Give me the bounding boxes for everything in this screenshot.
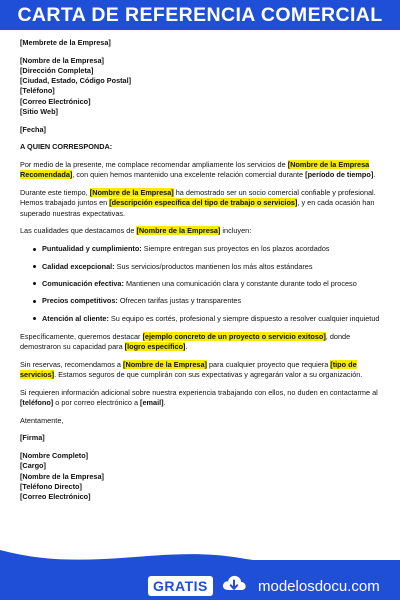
closing: Atentamente, [20, 415, 64, 425]
list-item [42, 296, 384, 306]
text-segment: , y en cada ocasión han superado nuestras expectativas. [20, 198, 375, 218]
bold-placeholder: [teléfono] [20, 397, 54, 407]
highlight-placeholder: [ejemplo concreto de un proyecto o servicio exitoso] [142, 331, 326, 341]
cloud-download-icon[interactable] [220, 570, 248, 598]
text-segment: Si requieren información adicional sobre nuestra experiencia trabajando con ellos, no duden en contactarme al [20, 387, 378, 397]
quality-text: Su equipo es cortés, profesional y siempre dispuesto a resolver cualquier inquietud [108, 313, 380, 323]
site-link[interactable]: modelosdocu.com [258, 578, 380, 595]
text-segment: o por correo electrónico a [53, 397, 141, 407]
text-segment: , con quien hemos mantenido una excelente relación comercial durante [72, 170, 306, 180]
quality-label: Puntualidad y cumplimiento: [42, 244, 142, 254]
highlight-placeholder: [descripción específica del tipo de trabajo o servicios] [109, 198, 298, 208]
highlight-placeholder: [Nombre de la Empresa] [89, 188, 174, 198]
signer-title: [Cargo] [20, 461, 46, 471]
qualities-list [20, 244, 384, 324]
quality-text: Ofrecen tarifas justas y transparentes [117, 296, 242, 306]
website-line: [Sitio Web] [20, 106, 58, 116]
text-segment: . [185, 341, 188, 351]
text-segment: Sin reservas, recomendamos a [20, 359, 124, 369]
company-name-line: [Nombre de la Empresa] [20, 55, 104, 65]
quality-text: Siempre entregan sus proyectos en los plazos acordados [141, 244, 330, 254]
bold-placeholder: [período de tiempo] [305, 170, 374, 180]
free-badge[interactable]: GRATIS [148, 576, 213, 596]
signature: [Firma] [20, 433, 45, 443]
title-banner [0, 0, 400, 30]
text-segment: incluyen: [220, 226, 252, 236]
list-item [42, 262, 384, 272]
list-item [42, 279, 384, 289]
date-line: [Fecha] [20, 124, 46, 134]
page-title: CARTA DE REFERENCIA COMERCIAL [17, 3, 383, 26]
signer-name: [Nombre Completo] [20, 451, 89, 461]
text-segment: . [373, 170, 376, 180]
paragraph-intro [20, 160, 384, 180]
phone-line: [Teléfono] [20, 86, 55, 96]
quality-label: Comunicación efectiva: [42, 278, 124, 288]
paragraph-experience [20, 188, 384, 219]
city-line: [Ciudad, Estado, Código Postal] [20, 76, 132, 86]
letterhead-membrete: [Membrete de la Empresa] [20, 38, 111, 47]
text-segment: . Estamos seguros de que cumplirán con sus expectativas y agregarán valor a su organización. [54, 369, 363, 379]
signer-block [20, 451, 384, 502]
text-segment: ha demostrado ser un socio comercial confiable y profesional. Hemos trabajado juntos en [20, 188, 376, 208]
highlight-placeholder: [tipo de servicios] [20, 359, 357, 379]
paragraph-example [20, 332, 384, 352]
text-segment: Durante este tiempo, [20, 188, 90, 198]
letter-body [20, 38, 384, 502]
text-segment: , donde demostraron su capacidad para [20, 331, 351, 351]
address-line: [Dirección Completa] [20, 66, 94, 75]
text-segment: Las cualidades que destacamos de [20, 226, 137, 236]
quality-label: Calidad excepcional: [42, 261, 115, 271]
paragraph-contact [20, 388, 384, 408]
paragraph-qualities-intro [20, 226, 384, 236]
text-segment: Específicamente, queremos destacar [20, 331, 143, 341]
quality-label: Precios competitivos: [42, 296, 118, 306]
signer-company: [Nombre de la Empresa] [20, 471, 104, 481]
letterhead-block [20, 56, 384, 117]
highlight-placeholder: [Nombre de la Empresa Recomendada] [20, 160, 370, 180]
text-segment: Por medio de la presente, me complace recomendar ampliamente los servicios de [20, 160, 288, 170]
salutation: A QUIEN CORRESPONDA: [20, 142, 113, 152]
highlight-placeholder: [Nombre de la Empresa] [123, 359, 207, 369]
bold-placeholder: [email] [140, 397, 164, 407]
quality-label: Atención al cliente: [42, 313, 109, 323]
quality-text: Sus servicios/productos mantienen los más altos estándares [114, 261, 313, 271]
paragraph-recommendation [20, 360, 384, 380]
highlight-placeholder: [Nombre de la Empresa] [136, 226, 221, 236]
list-item [42, 244, 384, 254]
quality-text: Mantienen una comunicación clara y constante durante todo el proceso [123, 278, 357, 288]
text-segment: . [163, 397, 166, 407]
list-item [42, 314, 384, 324]
signer-phone: [Teléfono Directo] [20, 481, 82, 491]
highlight-placeholder: [logro específico] [124, 341, 186, 351]
signer-email: [Correo Electrónico] [20, 491, 91, 501]
text-segment: para cualquier proyecto que requiera [206, 359, 331, 369]
email-line: [Correo Electrónico] [20, 96, 91, 106]
